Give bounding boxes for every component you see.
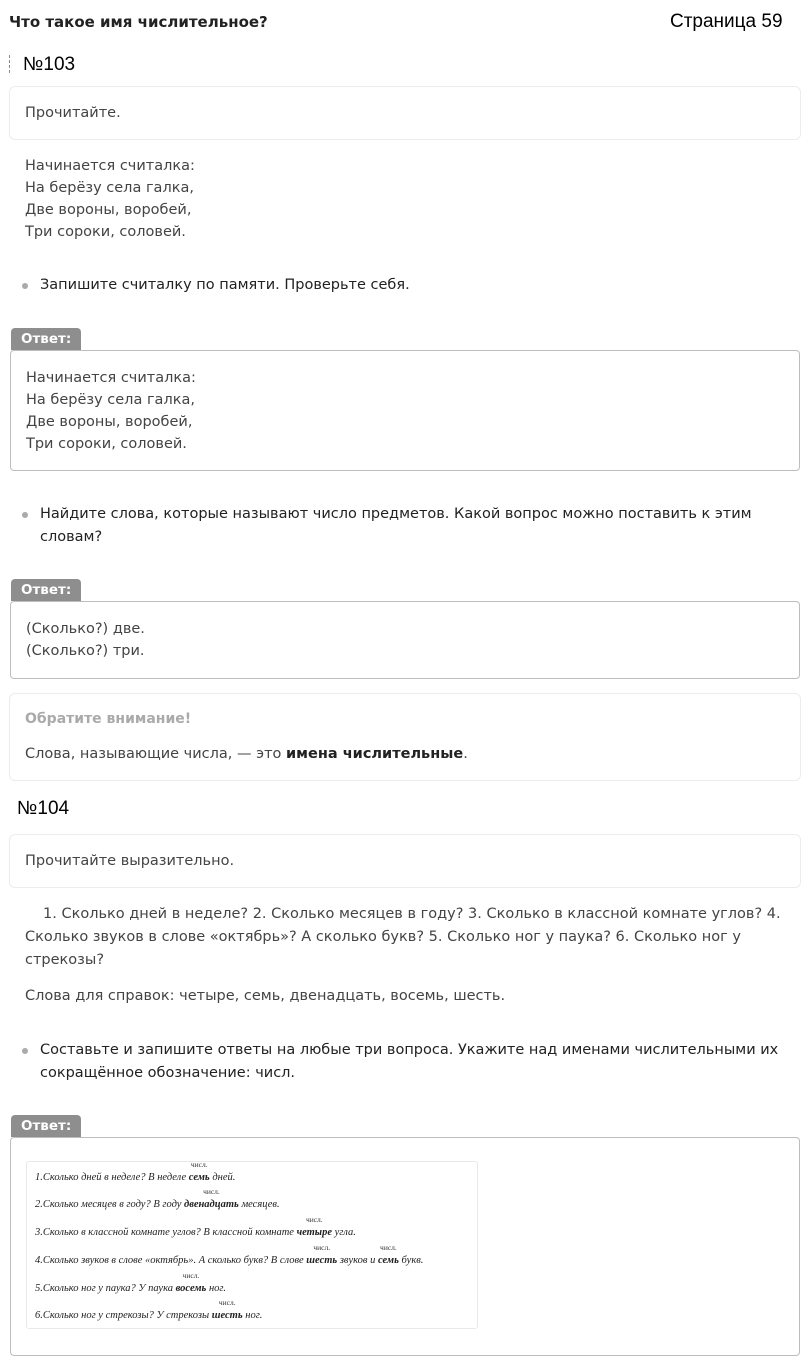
answer-line: На берёзу села галка, [26,392,195,408]
reference-words: Слова для справок: четыре, семь, двенадцать, восемь, шесть. [25,988,506,1004]
numeral: числ. шесть [211,1298,243,1321]
exercise-number-104: №104 [17,798,70,819]
handwritten-line: 6.Сколько ног у стрекозы? У стрекозы числ. шесть ног. [35,1298,263,1321]
answer-line: Начинается считалка: [26,370,196,386]
handwritten-line: 3.Сколько в классной комнате углов? В классной комнате числ. четыре угла. [35,1215,356,1238]
questions-text: 1. Сколько дней в неделе? 2. Сколько месяцев в году? 3. Сколько в классной комнате углов? 4. Сколько звуков в слове «октябрь»? А сколько букв? 5. Сколько ног у паука? 6. Сколько ног у стрекозы? [25,906,781,968]
verse-line: Две вороны, воробей, [25,202,192,218]
note-box [9,693,801,781]
question-bullet: Составьте и запишите ответы на любые три вопроса. Укажите над именами числительными их сокращённое обозначение: числ. [40,1039,780,1085]
answer-line: (Сколько?) две. [26,621,145,637]
numeral: числ. восемь [175,1271,207,1294]
answer-text [26,618,145,662]
question-bullet: Найдите слова, которые называют число предметов. Какой вопрос можно поставить к этим словам? [40,503,770,549]
handwritten-answer-image [26,1161,478,1329]
page-number: Страница 59 [670,11,783,32]
task-text: Прочитайте выразительно. [25,853,235,869]
handwritten-line: 1.Сколько дней в неделе? В неделе числ. семь дней. [35,1160,236,1183]
exercise-number-103: №103 [23,54,76,75]
task-box [9,834,801,888]
note-text: Слова, называющие числа, — это имена числительные. [25,746,468,762]
answer-label: Ответ: [11,1115,81,1137]
answer-line: (Сколько?) три. [26,643,145,659]
numeral: числ. двенадцать [184,1187,239,1210]
verse-line: На берёзу села галка, [25,180,194,196]
numeral: числ. семь [377,1243,399,1266]
numeral: числ. шесть [306,1243,338,1266]
note-title: Обратите внимание! [25,711,192,727]
question-bullet: Запишите считалку по памяти. Проверьте себя. [40,274,780,297]
task-box [9,86,801,140]
handwritten-line: 5.Сколько ног у паука? У паука числ. восемь ног. [35,1271,227,1294]
handwritten-line: 2.Сколько месяцев в году? В году числ. двенадцать месяцев. [35,1187,280,1210]
answer-line: Две вороны, воробей, [26,414,193,430]
answer-box [10,601,800,679]
answer-label: Ответ: [11,328,81,350]
answer-box [10,350,800,471]
note-highlight: имена числительные [286,746,464,762]
answer-line: Три сороки, соловей. [26,436,187,452]
handwritten-line: 4.Сколько звуков в слове «октябрь». А сколько букв? В слове числ. шесть звуков и числ. семь букв. [35,1243,424,1266]
verse-line: Начинается считалка: [25,158,195,174]
verse [25,155,195,243]
answer-label: Ответ: [11,579,81,601]
verse-line: Три сороки, соловей. [25,224,186,240]
answer-box [10,1137,800,1356]
answer-text [26,367,196,455]
divider [9,55,11,73]
numeral: числ. четыре [296,1215,333,1238]
numeral: числ. семь [188,1160,210,1183]
task-text: Прочитайте. [25,105,121,121]
page-title: Что такое имя числительное? [9,13,268,31]
